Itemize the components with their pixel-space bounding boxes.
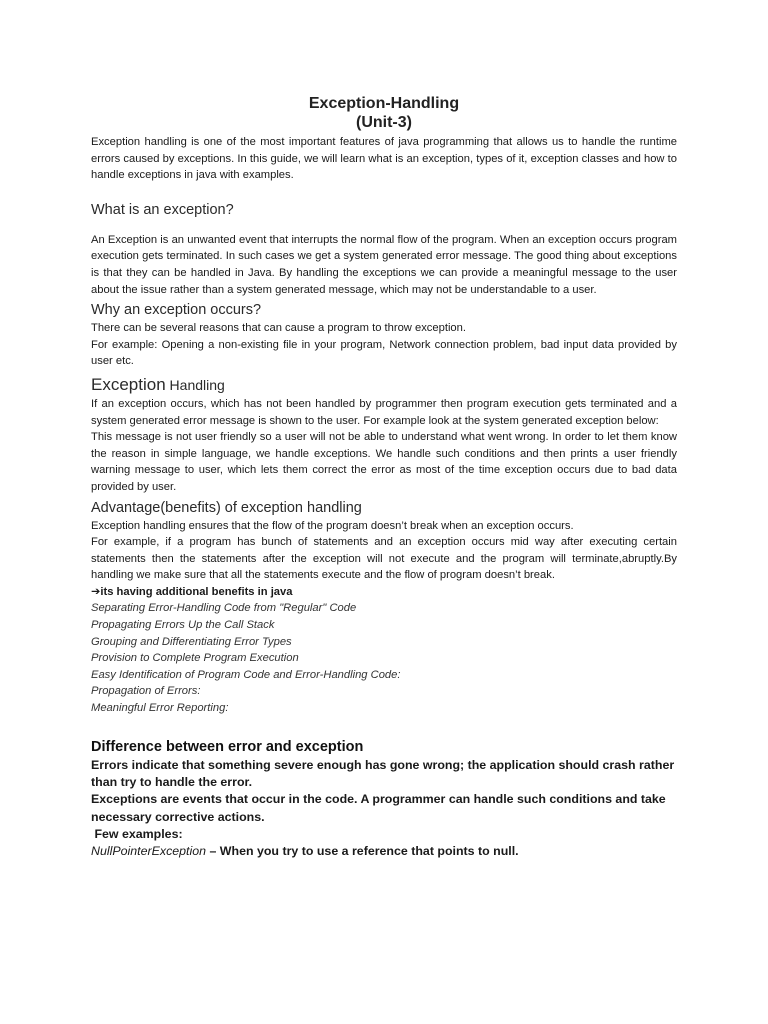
benefit-item: Easy Identification of Program Code and Error-Handling Code:: [91, 668, 401, 681]
benefit-item: Propagation of Errors:: [91, 685, 201, 698]
heading-what-is-exception: What is an exception?: [91, 201, 234, 218]
benefit-item: Grouping and Differentiating Error Types: [91, 635, 292, 648]
heading-difference: Difference between error and exception: [91, 738, 364, 755]
why-paragraph-2: For example: Opening a non-existing file in your program, Network connection problem, bad input data provided by user etc.: [91, 338, 677, 368]
heading-exception-handling-small: Handling: [165, 376, 225, 393]
benefits-intro-text: its having additional benefits in java: [100, 585, 293, 598]
npe-desc: – When you try to use a reference that points to null.: [206, 844, 519, 859]
benefit-item: Meaningful Error Reporting:: [91, 702, 229, 715]
advantage-paragraph-2: For example, if a program has bunch of statements and an exception occurs mid way after executing certain statements then the statements after the exception will not execute and the program will terminate,abruptly.By handling we make sure that all the statements execute and the flow of program doesn’t break.: [91, 536, 677, 582]
heading-advantage: Advantage(benefits) of exception handling: [91, 499, 362, 516]
errors-paragraph: Errors indicate that something severe enough has gone wrong; the application should crash rather than try to handle the error.: [91, 757, 675, 789]
npe-example: [91, 843, 677, 860]
document-title: Exception-Handling: [308, 95, 460, 112]
handling-paragraph-1: If an exception occurs, which has not been handled by programmer then program execution gets terminated and a system generated error message is shown to the user. For example look at the system generated exception below:: [91, 397, 677, 427]
heading-why-exception: Why an exception occurs?: [91, 302, 262, 319]
heading-exception-handling-main: Exception: [91, 374, 166, 394]
benefit-item: Provision to Complete Program Execution: [91, 652, 299, 665]
document-content: [91, 94, 677, 860]
advantage-paragraph-1: Exception handling ensures that the flow of the program doesn’t break when an exception occurs.: [91, 519, 574, 532]
few-examples-label: Few examples:: [91, 826, 183, 841]
what-paragraph: An Exception is an unwanted event that interrupts the normal flow of the program. When an exception occurs program execution gets terminated. In such cases we get a system generated error message. The good thing about exceptions is that they can be handled in Java. By handling the exceptions we can provide a meaningful message to the user about the issue rather than a system generated message, which may not be understandable to a user.: [91, 233, 677, 296]
benefits-list: [91, 600, 677, 716]
benefit-item: Propagating Errors Up the Call Stack: [91, 619, 275, 632]
intro-paragraph: Exception handling is one of the most important features of java programming that allows us to handle the runtime errors caused by exceptions. In this guide, we will learn what is an exception, types of it, exception classes and how to handle exceptions in java with examples.: [91, 136, 677, 182]
heading-exception-handling: [91, 374, 677, 396]
benefits-intro: [91, 584, 677, 601]
document-subtitle: (Unit-3): [356, 114, 412, 131]
npe-name: NullPointerException: [91, 844, 207, 859]
handling-paragraph-2: This message is not user friendly so a user will not be able to understand what went wrong. In order to let them know the reason in simple language, we handle exceptions. We handle such conditions and then prints a user friendly warning message to user, which lets them correct the error as most of the time exception occurs due to bad data provided by user.: [91, 431, 677, 493]
arrow-icon: ➔: [91, 585, 101, 598]
benefit-item: Separating Error-Handling Code from "Regular" Code: [91, 602, 357, 615]
why-paragraph-1: There can be several reasons that can cause a program to throw exception.: [91, 322, 466, 335]
exceptions-paragraph: Exceptions are events that occur in the code. A programmer can handle such conditions and take necessary corrective actions.: [91, 792, 666, 824]
